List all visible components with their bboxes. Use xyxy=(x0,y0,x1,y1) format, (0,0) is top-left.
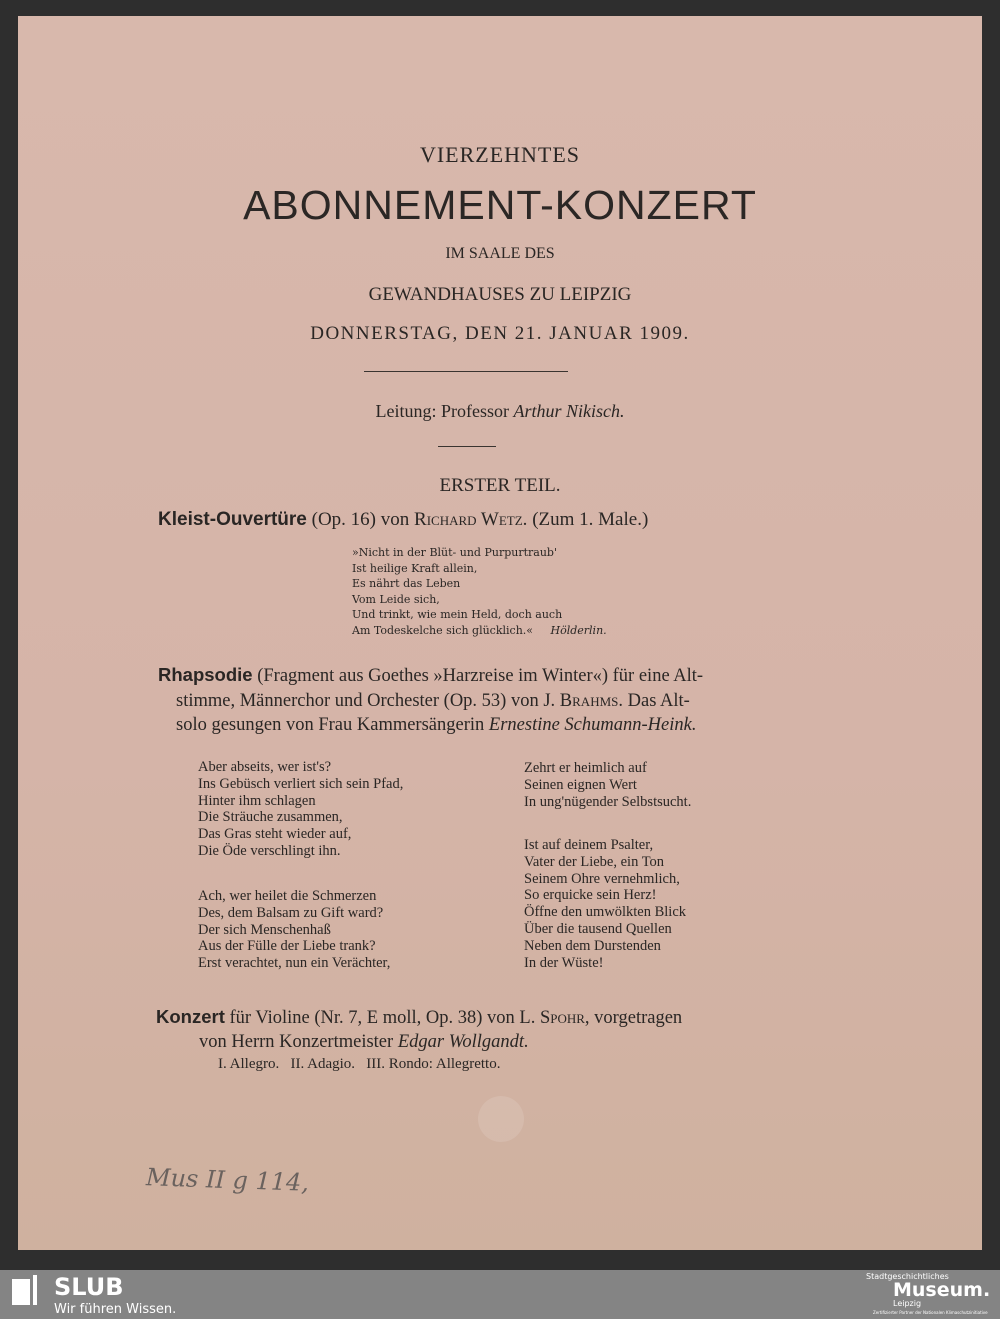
piece-text: für Violine (Nr. 7, E moll, Op. 38) von L. xyxy=(224,1008,540,1028)
piece-text: solo gesungen von Frau Kammersängerin xyxy=(176,715,489,735)
handwritten-shelfmark: Mus II g 114, xyxy=(145,1163,310,1197)
poem-left-stanza-2 xyxy=(198,888,390,972)
poem-line: Seinen eignen Wert xyxy=(524,776,637,793)
poem-line: Und trinkt, wie mein Held, doch auch xyxy=(352,608,563,622)
slub-slogan: Wir führen Wissen. xyxy=(54,1302,177,1317)
poem-line: Es nährt das Leben xyxy=(352,577,461,591)
poem-line: Ach, wer heilet die Schmerzen xyxy=(198,888,377,904)
piece-text: (Op. 16) von xyxy=(306,509,415,530)
piece-text: stimme, Männerchor und Orchester (Op. 53) von J. xyxy=(176,690,560,711)
poem-line: Ist heilige Kraft allein, xyxy=(352,561,478,575)
poem-line: In ung'nügender Selbstsucht. xyxy=(524,793,692,810)
piece-konzert xyxy=(156,1005,682,1054)
movements: I. Allegro. II. Adagio. III. Rondo: Allegretto. xyxy=(218,1056,501,1072)
footer-bar xyxy=(0,1270,1000,1319)
poem-line: Die Sträuche zusammen, xyxy=(198,809,343,826)
slub-logo-icon xyxy=(12,1275,38,1307)
poem-line: Vater der Liebe, ein Ton xyxy=(524,853,665,870)
divider xyxy=(438,446,496,447)
venue-line: IM SAALE DES xyxy=(445,245,555,262)
poem-line: Zehrt er heimlich auf xyxy=(524,760,647,776)
soloist: Edgar Wollgandt. xyxy=(397,1032,529,1052)
poem-line: Am Todeskelche sich glücklich.« xyxy=(352,623,534,637)
museum-logo[interactable]: Museum. xyxy=(893,1279,991,1301)
poem-line: Die Öde verschlingt ihn. xyxy=(198,842,341,859)
piece-title: Kleist-Ouvertüre xyxy=(158,509,307,530)
poem-line: »Nicht in der Blüt- und Purpurtraub' xyxy=(352,546,557,559)
concert-number: VIERZEHNTES xyxy=(419,142,581,167)
conductor-line xyxy=(18,401,982,422)
soloist: Ernestine Schumann-Heink. xyxy=(488,715,697,735)
piece-note: (Zum 1. Male.) xyxy=(527,509,649,530)
poem-line: Aus der Fülle der Liebe trank? xyxy=(198,938,376,955)
piece-text: (Fragment aus Goethes »Harzreise im Winter«) für eine Alt- xyxy=(252,666,704,686)
poem-line: Das Gras steht wieder auf, xyxy=(198,826,352,843)
venue-name: GEWANDHAUSES ZU LEIPZIG xyxy=(368,284,632,305)
poem-line: Ins Gebüsch verliert sich sein Pfad, xyxy=(198,775,404,792)
poem-line: Öffne den umwölkten Blick xyxy=(524,904,687,921)
poem-line: Des, dem Balsam zu Gift ward? xyxy=(198,904,384,921)
composer: Richard Wetz. xyxy=(414,509,528,530)
poem-line: Erst verachtet, nun ein Verächter, xyxy=(198,955,391,972)
part-heading: ERSTER TEIL. xyxy=(439,475,561,496)
piece-text: von Herrn Konzertmeister xyxy=(199,1032,398,1052)
poem-line: Vom Leide sich, xyxy=(352,592,440,606)
museum-note: Zertifizierter Partner der Nationalen Klimaschutzinitiative xyxy=(873,1310,988,1315)
piece-title: Konzert xyxy=(156,1006,225,1027)
poem-line: Der sich Menschenhaß xyxy=(198,921,331,938)
poem-line: Aber abseits, wer ist's? xyxy=(198,759,332,775)
poem-line: Über die tausend Quellen xyxy=(524,920,672,937)
museum-top: Stadtgeschichtliches xyxy=(866,1272,949,1281)
piece-rhapsodie xyxy=(158,663,703,738)
conductor-name: Arthur Nikisch. xyxy=(513,401,625,421)
piece-kleist xyxy=(158,509,648,531)
poet: Hölderlin. xyxy=(550,623,607,637)
piece-title: Rhapsodie xyxy=(158,664,253,685)
poem-line: Seinem Ohre vernehmlich, xyxy=(524,870,680,887)
conductor-label: Leitung: Professor xyxy=(375,401,509,421)
slub-logo-text[interactable]: SLUB xyxy=(54,1273,124,1301)
page-title: ABONNEMENT-KONZERT xyxy=(243,182,757,228)
piece-text: vorgetragen xyxy=(589,1008,683,1028)
poem-right-stanza-2 xyxy=(524,837,686,971)
composer: Spohr, xyxy=(539,1008,590,1028)
divider xyxy=(364,371,568,372)
poem-left-stanza-1 xyxy=(198,759,403,860)
poem-line: So erquicke sein Herz! xyxy=(524,887,657,904)
poem-right-stanza-1 xyxy=(524,760,691,810)
document-page xyxy=(18,16,982,1250)
poem-line: In der Wüste! xyxy=(524,954,604,971)
piece-text: Das Alt- xyxy=(623,690,690,711)
poem-line: Ist auf deinem Psalter, xyxy=(524,837,654,853)
museum-city: Leipzig xyxy=(893,1299,922,1308)
poem-line: Neben dem Durstenden xyxy=(524,937,661,954)
concert-date: DONNERSTAG, DEN 21. JANUAR 1909. xyxy=(310,323,690,344)
composer: Brahms. xyxy=(559,690,623,711)
embossed-stamp xyxy=(478,1096,524,1142)
poem-hoelderlin xyxy=(352,545,607,639)
poem-line: Hinter ihm schlagen xyxy=(198,792,316,809)
